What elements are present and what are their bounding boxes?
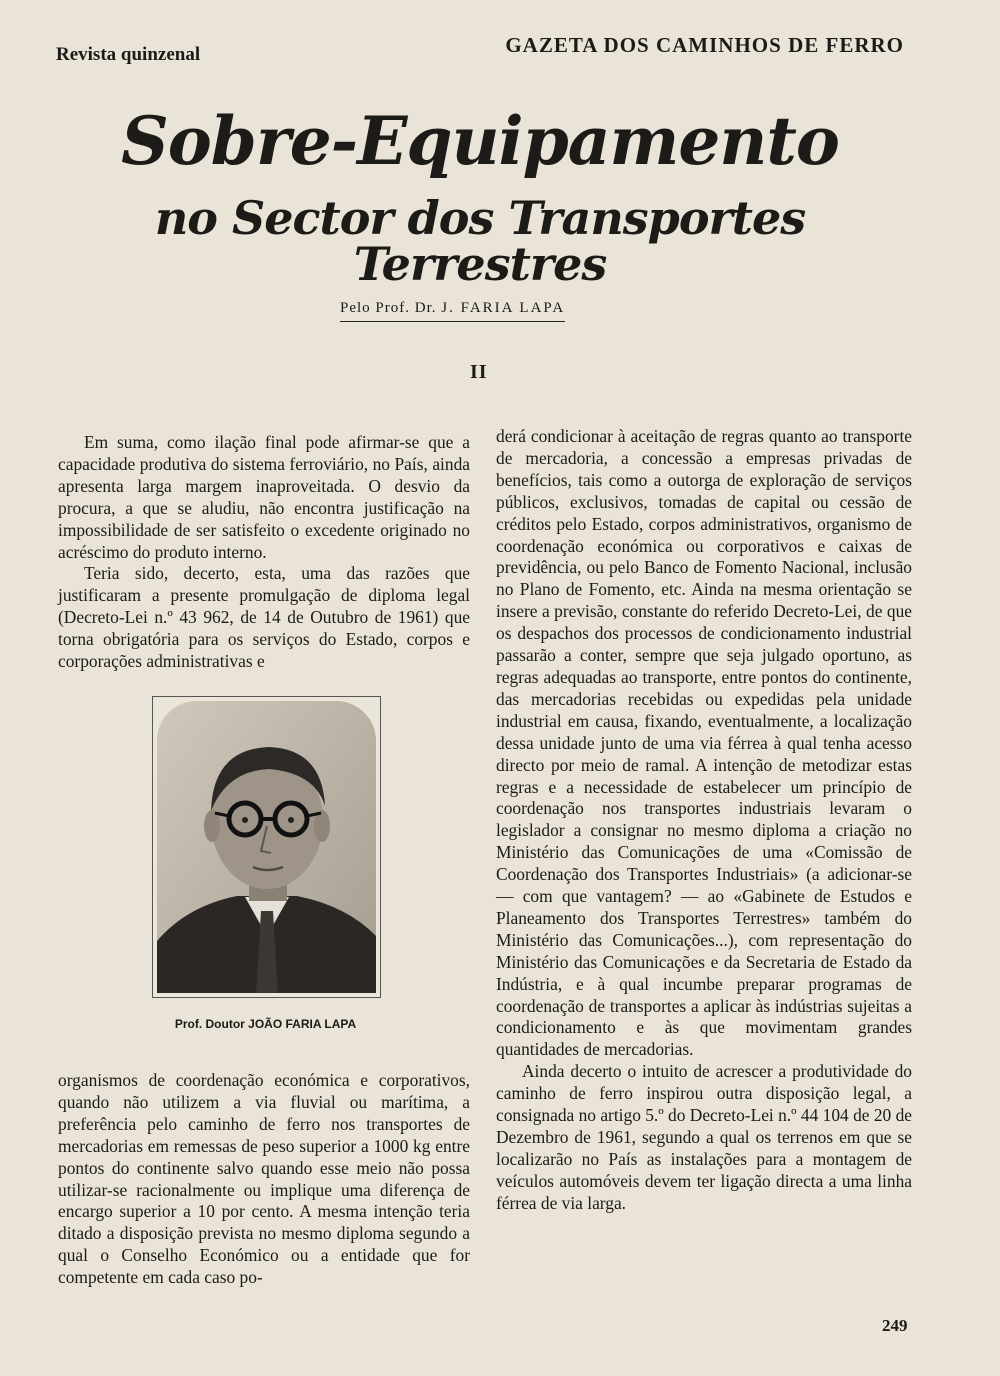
paragraph: Teria sido, decerto, esta, uma das razões que justificaram a presente promulgação de diploma legal (Decreto-Lei n.º 43 962, de 14 de Outubro de 1961) que torna obrigatória para os serviços do Estado, corpos e corporações administrativas e bbox=[58, 563, 470, 672]
author-portrait bbox=[157, 701, 376, 993]
right-column bbox=[496, 426, 912, 1215]
article-title-line-2: no Sector dos Transportes Terrestres bbox=[154, 191, 806, 291]
article-title-line-1: Sobre-Equipamento bbox=[121, 102, 839, 180]
part-number: II bbox=[470, 361, 488, 383]
paragraph: organismos de coordenação económica e corporativos, quando não utilizem a via fluvial ou marítima, a preferência pelo caminho de ferro nos transportes de mercadorias em remessas de peso superior a 1000 kg entre pontos do continente salvo quando esse meio não possa utilizar-se racionalmente ou implique uma diferença de encargo superior a 10 por cento. A mesma intenção teria ditado a disposição prevista no mesmo diploma segundo a qual o Conselho Económico ou a entidade que for competente em cada caso po- bbox=[58, 1070, 470, 1288]
byline bbox=[340, 300, 565, 322]
portrait-image bbox=[157, 701, 376, 993]
publication-frequency: Revista quinzenal bbox=[56, 44, 201, 65]
journal-title: GAZETA DOS CAMINHOS DE FERRO bbox=[505, 33, 904, 57]
author-photo-frame bbox=[152, 696, 381, 998]
photo-caption: Prof. Doutor JOÃO FARIA LAPA bbox=[174, 1017, 357, 1031]
left-column-bottom bbox=[58, 1070, 470, 1289]
page-number: 249 bbox=[882, 1316, 908, 1335]
paragraph: Ainda decerto o intuito de acrescer a produtividade do caminho de ferro inspirou outra disposição legal, a consignada no artigo 5.º do Decreto-Lei n.º 44 104 de 20 de Dezembro de 1961, segundo a qual os terrenos em que se localizarão no País as instalações para a montagem de veículos automóveis devem ter ligação directa a uma linha férrea de via larga. bbox=[496, 1061, 912, 1213]
author-name: J. FARIA LAPA bbox=[441, 300, 566, 316]
paragraph: derá condicionar à aceitação de regras quanto ao transporte de mercadoria, a concessão a empresas privadas de benefícios, tais como a outorga de exploração de serviços públicos, exclusivos, tomadas de capital ou cessão de créditos pelo Estado, corpos administrativos, organismo de coordenação económica ou corporativos e caixas de previdência, ou pelo Banco de Fomento Nacional, inclusão no Plano de Fomento, etc. Ainda na mesma orientação se insere a previsão, constante do referido Decreto-Lei, de que os despachos dos processos de condicionamento industrial passarão a conter, sempre que seja julgado oportuno, as regras adequadas ao transporte, entre pontos do continente, das mercadorias recebidas ou expedidas pela unidade industrial em causa, fixando, eventualmente, a localização dessa unidade junto de uma via férrea à qual tenha acesso directo por meio de ramal. A intenção de metodizar estas regras e a necessidade de estabelecer um princípio de coordenação nos transportes industriais levaram o legislador a consignar no mesmo diploma a criação no Ministério das Comunicações de uma «Comissão de Coordenação dos Transportes Industriais» (a adicionar-se — com que vantagem? — ao «Gabinete de Estudos e Planeamento dos Transportes Terrestres» também do Ministério das Comunicações...), com representação do Ministério das Comunicações e da Secretaria de Estado da Indústria, e à qual incumbe preparar programas de coordenação de transportes a aplicar às indústrias sujeitas a condicionamento e às que movimentam grandes quantidades de mercadorias. bbox=[496, 426, 912, 1060]
left-column-top bbox=[58, 432, 470, 673]
paragraph: Em suma, como ilação final pode afirmar-se que a capacidade produtiva do sistema ferroviário, no País, ainda apresenta larga margem inaproveitada. O desvio da procura, a que se aludiu, não encontra justificação na impossibilidade de ser satisfeito o excedente originado no acréscimo do produto interno. bbox=[58, 432, 470, 562]
byline-prefix: Pelo Prof. Dr. bbox=[340, 300, 442, 316]
